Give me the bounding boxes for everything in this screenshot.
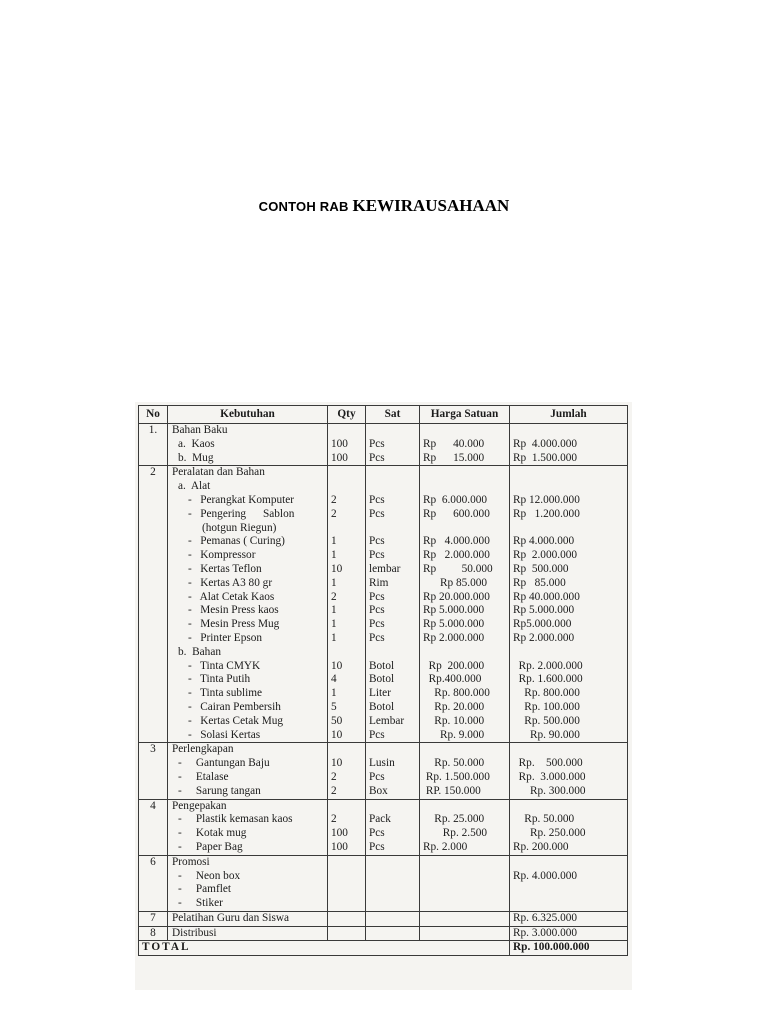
cell-jumlah (510, 466, 628, 480)
cell-kebutuhan: Bahan Baku (168, 424, 328, 438)
cell-harga-satuan: Rp 200.000 (420, 660, 510, 674)
cell-jumlah: Rp. 2.000.000 (510, 660, 628, 674)
table-row (139, 424, 628, 438)
cell-qty: 1 (328, 618, 366, 632)
total-label: TOTAL (139, 941, 510, 956)
cell-jumlah: Rp 12.000.000 (510, 494, 628, 508)
table-row (139, 452, 628, 466)
cell-jumlah: Rp. 500.000 (510, 757, 628, 771)
cell-jumlah (510, 480, 628, 494)
cell-no (139, 452, 168, 466)
cell-no: 7 (139, 911, 168, 926)
table-row (139, 508, 628, 522)
cell-harga-satuan (420, 855, 510, 869)
cell-sat: Pcs (366, 604, 420, 618)
header-sat: Sat (366, 406, 420, 424)
header-kebutuhan: Kebutuhan (168, 406, 328, 424)
table-row (139, 673, 628, 687)
table-row (139, 743, 628, 757)
cell-no: 2 (139, 466, 168, 480)
cell-kebutuhan: - Tinta CMYK (168, 660, 328, 674)
cell-no (139, 618, 168, 632)
cell-no (139, 673, 168, 687)
cell-no (139, 701, 168, 715)
cell-jumlah: Rp. 1.600.000 (510, 673, 628, 687)
cell-jumlah: Rp 5.000.000 (510, 604, 628, 618)
cell-sat (366, 799, 420, 813)
cell-kebutuhan: Distribusi (168, 926, 328, 941)
cell-kebutuhan: Pengepakan (168, 799, 328, 813)
cell-kebutuhan: - Printer Epson (168, 632, 328, 646)
cell-jumlah: Rp. 500.000 (510, 715, 628, 729)
table-row (139, 535, 628, 549)
cell-kebutuhan: - Paper Bag (168, 841, 328, 855)
cell-harga-satuan: Rp. 9.000 (420, 729, 510, 743)
cell-harga-satuan (420, 646, 510, 660)
cell-qty: 1 (328, 632, 366, 646)
cell-sat: Lusin (366, 757, 420, 771)
cell-harga-satuan: Rp. 25.000 (420, 813, 510, 827)
cell-jumlah: Rp 4.000.000 (510, 438, 628, 452)
table-row (139, 591, 628, 605)
cell-qty: 10 (328, 563, 366, 577)
cell-jumlah (510, 855, 628, 869)
cell-no (139, 604, 168, 618)
table-row (139, 604, 628, 618)
cell-jumlah: Rp. 250.000 (510, 827, 628, 841)
cell-sat: Pack (366, 813, 420, 827)
cell-sat (366, 870, 420, 884)
cell-sat: Liter (366, 687, 420, 701)
table-row (139, 563, 628, 577)
cell-no (139, 757, 168, 771)
cell-jumlah: Rp 1.200.000 (510, 508, 628, 522)
total-row (139, 941, 628, 956)
cell-sat: Pcs (366, 771, 420, 785)
table-row (139, 729, 628, 743)
cell-kebutuhan: - Kotak mug (168, 827, 328, 841)
cell-qty: 100 (328, 827, 366, 841)
cell-kebutuhan: Peralatan dan Bahan (168, 466, 328, 480)
cell-harga-satuan (420, 480, 510, 494)
cell-qty: 2 (328, 813, 366, 827)
table-row (139, 883, 628, 897)
cell-jumlah (510, 897, 628, 911)
table-row (139, 549, 628, 563)
cell-sat (366, 646, 420, 660)
cell-jumlah: Rp. 4.000.000 (510, 870, 628, 884)
cell-qty: 10 (328, 729, 366, 743)
cell-sat (366, 522, 420, 536)
table-row (139, 618, 628, 632)
cell-no (139, 771, 168, 785)
cell-no (139, 438, 168, 452)
cell-no (139, 827, 168, 841)
cell-harga-satuan: Rp. 2.500 (420, 827, 510, 841)
cell-jumlah: Rp. 3.000.000 (510, 926, 628, 941)
cell-qty: 2 (328, 494, 366, 508)
cell-no (139, 494, 168, 508)
cell-jumlah: Rp. 800.000 (510, 687, 628, 701)
cell-kebutuhan: - Kertas Teflon (168, 563, 328, 577)
cell-harga-satuan: Rp 15.000 (420, 452, 510, 466)
cell-sat: Pcs (366, 841, 420, 855)
cell-sat (366, 743, 420, 757)
cell-kebutuhan: b. Bahan (168, 646, 328, 660)
cell-qty: 100 (328, 841, 366, 855)
cell-qty (328, 897, 366, 911)
cell-jumlah (510, 522, 628, 536)
cell-kebutuhan: - Pamflet (168, 883, 328, 897)
cell-qty (328, 466, 366, 480)
cell-qty (328, 646, 366, 660)
cell-sat (366, 855, 420, 869)
cell-jumlah: Rp. 100.000 (510, 701, 628, 715)
cell-jumlah: Rp. 200.000 (510, 841, 628, 855)
cell-qty: 2 (328, 508, 366, 522)
cell-qty: 100 (328, 438, 366, 452)
cell-no (139, 715, 168, 729)
cell-harga-satuan: Rp 2.000.000 (420, 632, 510, 646)
cell-jumlah: Rp 40.000.000 (510, 591, 628, 605)
cell-qty: 1 (328, 535, 366, 549)
table-row (139, 522, 628, 536)
cell-kebutuhan: - Plastik kemasan kaos (168, 813, 328, 827)
cell-kebutuhan: - Tinta Putih (168, 673, 328, 687)
cell-harga-satuan (420, 897, 510, 911)
table-row (139, 701, 628, 715)
cell-jumlah: Rp 500.000 (510, 563, 628, 577)
cell-sat (366, 480, 420, 494)
cell-harga-satuan (420, 522, 510, 536)
cell-qty (328, 926, 366, 941)
cell-sat (366, 883, 420, 897)
cell-qty: 2 (328, 771, 366, 785)
cell-qty: 5 (328, 701, 366, 715)
cell-qty (328, 855, 366, 869)
cell-kebutuhan: - Pemanas ( Curing) (168, 535, 328, 549)
cell-harga-satuan: Rp 40.000 (420, 438, 510, 452)
cell-kebutuhan: - Mesin Press kaos (168, 604, 328, 618)
cell-sat: Pcs (366, 508, 420, 522)
table-row (139, 813, 628, 827)
cell-qty: 100 (328, 452, 366, 466)
cell-no: 3 (139, 743, 168, 757)
cell-harga-satuan: Rp 85.000 (420, 577, 510, 591)
cell-harga-satuan (420, 926, 510, 941)
cell-kebutuhan: - Cairan Pembersih (168, 701, 328, 715)
table-row (139, 799, 628, 813)
cell-jumlah (510, 883, 628, 897)
cell-sat: Pcs (366, 535, 420, 549)
table-row (139, 870, 628, 884)
cell-qty: 1 (328, 687, 366, 701)
cell-qty (328, 911, 366, 926)
cell-harga-satuan (420, 883, 510, 897)
cell-no: 6 (139, 855, 168, 869)
cell-jumlah: Rp 85.000 (510, 577, 628, 591)
table-row (139, 715, 628, 729)
table-row (139, 827, 628, 841)
cell-kebutuhan: Perlengkapan (168, 743, 328, 757)
cell-sat (366, 897, 420, 911)
table-row (139, 841, 628, 855)
table-row (139, 926, 628, 941)
title-part-2: KEWIRAUSAHAAN (352, 196, 510, 215)
cell-no (139, 535, 168, 549)
table-row (139, 577, 628, 591)
cell-no (139, 508, 168, 522)
cell-jumlah: Rp 1.500.000 (510, 452, 628, 466)
cell-sat: lembar (366, 563, 420, 577)
header-harga-satuan: Harga Satuan (420, 406, 510, 424)
cell-no: 4 (139, 799, 168, 813)
cell-qty (328, 522, 366, 536)
cell-sat: Botol (366, 701, 420, 715)
cell-jumlah: Rp5.000.000 (510, 618, 628, 632)
cell-no (139, 785, 168, 799)
cell-no (139, 563, 168, 577)
cell-sat: Botol (366, 673, 420, 687)
cell-sat: Pcs (366, 591, 420, 605)
cell-kebutuhan: b. Mug (168, 452, 328, 466)
cell-no (139, 549, 168, 563)
cell-sat: Pcs (366, 452, 420, 466)
cell-no (139, 687, 168, 701)
cell-qty: 1 (328, 549, 366, 563)
cell-kebutuhan: - Kertas Cetak Mug (168, 715, 328, 729)
cell-harga-satuan: Rp. 10.000 (420, 715, 510, 729)
page-title (0, 196, 768, 216)
table-row (139, 855, 628, 869)
cell-kebutuhan: - Tinta sublime (168, 687, 328, 701)
total-amount: Rp. 100.000.000 (510, 941, 628, 956)
table-row (139, 687, 628, 701)
cell-harga-satuan: Rp.400.000 (420, 673, 510, 687)
cell-kebutuhan: Promosi (168, 855, 328, 869)
cell-harga-satuan (420, 424, 510, 438)
cell-no (139, 897, 168, 911)
cell-kebutuhan: (hotgun Riegun) (168, 522, 328, 536)
cell-qty (328, 799, 366, 813)
header-no: No (139, 406, 168, 424)
cell-kebutuhan: - Mesin Press Mug (168, 618, 328, 632)
cell-sat: Pcs (366, 549, 420, 563)
table-row (139, 771, 628, 785)
cell-kebutuhan: - Stiker (168, 897, 328, 911)
cell-no (139, 591, 168, 605)
scanned-budget-table (135, 402, 632, 990)
table-row (139, 438, 628, 452)
cell-qty: 4 (328, 673, 366, 687)
cell-kebutuhan: - Gantungan Baju (168, 757, 328, 771)
table-row (139, 646, 628, 660)
cell-harga-satuan (420, 911, 510, 926)
table-row (139, 897, 628, 911)
cell-no (139, 522, 168, 536)
cell-jumlah: Rp. 6.325.000 (510, 911, 628, 926)
cell-kebutuhan: a. Alat (168, 480, 328, 494)
cell-sat: Box (366, 785, 420, 799)
cell-harga-satuan (420, 466, 510, 480)
cell-sat: Pcs (366, 827, 420, 841)
cell-kebutuhan: - Sarung tangan (168, 785, 328, 799)
header-jumlah: Jumlah (510, 406, 628, 424)
cell-no (139, 841, 168, 855)
cell-no (139, 870, 168, 884)
cell-kebutuhan: - Perangkat Komputer (168, 494, 328, 508)
cell-jumlah: Rp 2.000.000 (510, 632, 628, 646)
cell-no (139, 813, 168, 827)
cell-sat: Pcs (366, 494, 420, 508)
cell-harga-satuan: RP. 150.000 (420, 785, 510, 799)
table-row (139, 632, 628, 646)
cell-harga-satuan: Rp. 20.000 (420, 701, 510, 715)
cell-kebutuhan: a. Kaos (168, 438, 328, 452)
cell-kebutuhan: - Solasi Kertas (168, 729, 328, 743)
cell-kebutuhan: Pelatihan Guru dan Siswa (168, 911, 328, 926)
cell-qty (328, 424, 366, 438)
table-row (139, 911, 628, 926)
cell-harga-satuan: Rp. 800.000 (420, 687, 510, 701)
cell-sat: Pcs (366, 618, 420, 632)
cell-sat (366, 926, 420, 941)
cell-no (139, 632, 168, 646)
cell-harga-satuan: Rp 4.000.000 (420, 535, 510, 549)
cell-qty (328, 883, 366, 897)
cell-harga-satuan: Rp. 1.500.000 (420, 771, 510, 785)
cell-qty: 50 (328, 715, 366, 729)
cell-sat: Rim (366, 577, 420, 591)
cell-qty: 1 (328, 577, 366, 591)
cell-sat (366, 424, 420, 438)
cell-jumlah (510, 646, 628, 660)
cell-no (139, 883, 168, 897)
cell-jumlah: Rp. 50.000 (510, 813, 628, 827)
cell-kebutuhan: - Etalase (168, 771, 328, 785)
cell-no (139, 646, 168, 660)
cell-jumlah: Rp. 300.000 (510, 785, 628, 799)
cell-jumlah (510, 743, 628, 757)
table-header-row (139, 406, 628, 424)
cell-qty (328, 480, 366, 494)
cell-no (139, 480, 168, 494)
cell-sat (366, 911, 420, 926)
cell-qty: 1 (328, 604, 366, 618)
title-part-1: CONTOH RAB (258, 199, 349, 214)
cell-harga-satuan: Rp 600.000 (420, 508, 510, 522)
cell-qty: 2 (328, 785, 366, 799)
cell-harga-satuan: Rp 20.000.000 (420, 591, 510, 605)
cell-harga-satuan: Rp. 50.000 (420, 757, 510, 771)
header-qty: Qty (328, 406, 366, 424)
cell-harga-satuan: Rp 5.000.000 (420, 618, 510, 632)
cell-jumlah: Rp. 90.000 (510, 729, 628, 743)
cell-qty: 10 (328, 660, 366, 674)
cell-sat (366, 466, 420, 480)
cell-no (139, 660, 168, 674)
cell-no (139, 577, 168, 591)
cell-no: 8 (139, 926, 168, 941)
table-row (139, 494, 628, 508)
cell-jumlah: Rp 2.000.000 (510, 549, 628, 563)
cell-sat: Botol (366, 660, 420, 674)
cell-harga-satuan: Rp 50.000 (420, 563, 510, 577)
cell-kebutuhan: - Neon box (168, 870, 328, 884)
cell-jumlah: Rp. 3.000.000 (510, 771, 628, 785)
cell-qty (328, 743, 366, 757)
cell-qty: 2 (328, 591, 366, 605)
cell-kebutuhan: - Kompressor (168, 549, 328, 563)
cell-harga-satuan: Rp 5.000.000 (420, 604, 510, 618)
cell-qty: 10 (328, 757, 366, 771)
cell-qty (328, 870, 366, 884)
table-row (139, 757, 628, 771)
cell-harga-satuan: Rp 2.000.000 (420, 549, 510, 563)
cell-harga-satuan (420, 743, 510, 757)
cell-harga-satuan: Rp. 2.000 (420, 841, 510, 855)
cell-no (139, 729, 168, 743)
cell-kebutuhan: - Pengering Sablon (168, 508, 328, 522)
budget-table (138, 405, 628, 956)
cell-jumlah (510, 799, 628, 813)
cell-sat: Lembar (366, 715, 420, 729)
cell-kebutuhan: - Kertas A3 80 gr (168, 577, 328, 591)
cell-no: 1. (139, 424, 168, 438)
cell-jumlah (510, 424, 628, 438)
table-row (139, 785, 628, 799)
cell-kebutuhan: - Alat Cetak Kaos (168, 591, 328, 605)
table-row (139, 480, 628, 494)
table-row (139, 466, 628, 480)
cell-harga-satuan: Rp 6.000.000 (420, 494, 510, 508)
cell-sat: Pcs (366, 632, 420, 646)
cell-sat: Pcs (366, 438, 420, 452)
cell-harga-satuan (420, 799, 510, 813)
cell-harga-satuan (420, 870, 510, 884)
cell-jumlah: Rp 4.000.000 (510, 535, 628, 549)
table-row (139, 660, 628, 674)
cell-sat: Pcs (366, 729, 420, 743)
